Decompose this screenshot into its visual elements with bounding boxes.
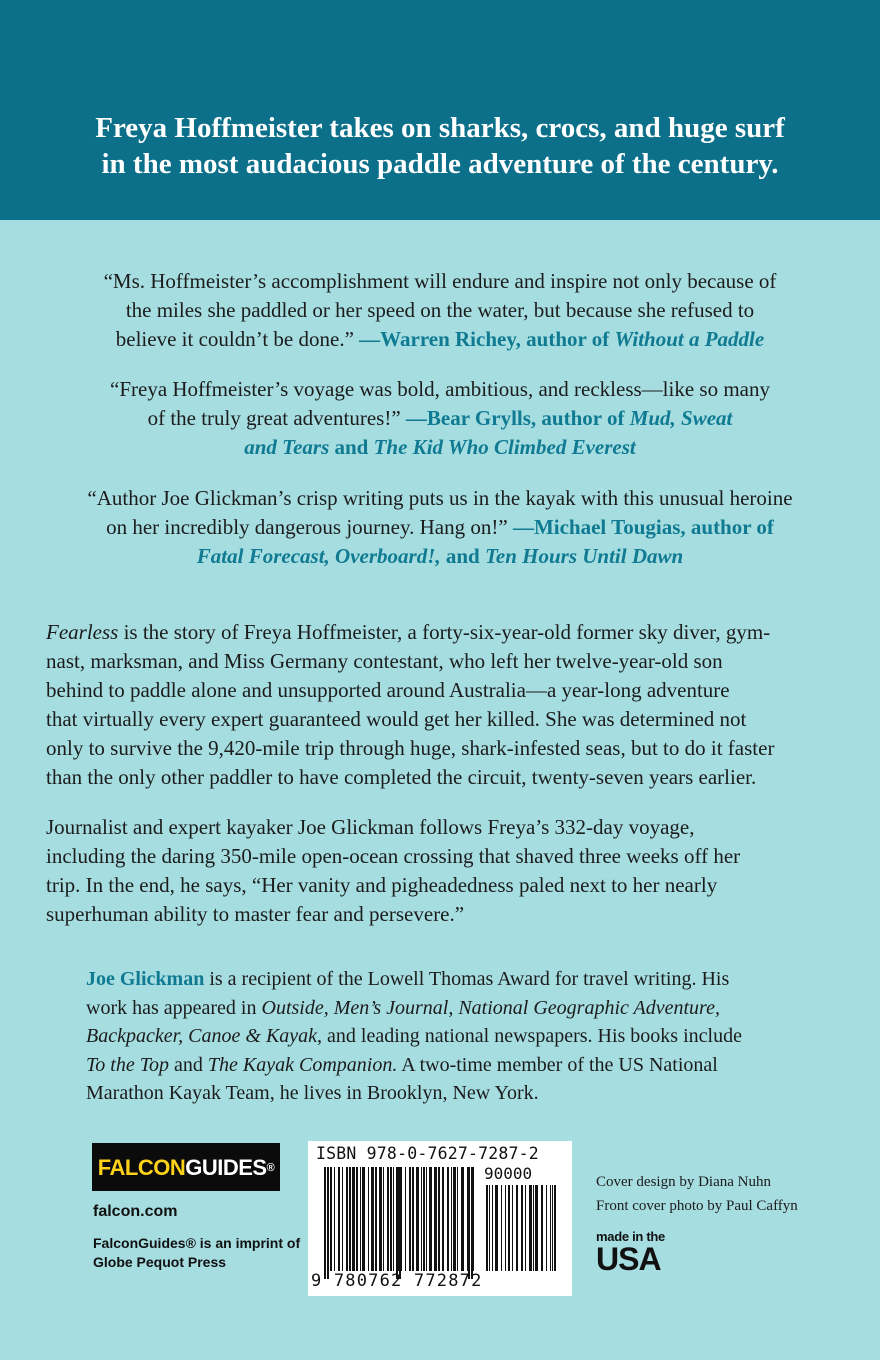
blurb-book-title: The Kid Who Climbed Everest [373,435,636,459]
barcode-bar [393,1167,394,1271]
barcode-bar [451,1167,452,1271]
bio-text: is a recipient of the Lowell Thomas Award for travel writing. His [209,968,730,990]
barcode-bar [412,1167,414,1271]
barcode-bar [334,1167,335,1271]
barcode-bar [554,1185,556,1271]
description-text: nast, marksman, and Miss Germany contestant, who left her twelve-year-old son [46,649,723,673]
price-addon-number: 90000 [484,1164,533,1183]
blurb-conjunction: and [334,435,369,459]
description-paragraph-2 [46,813,840,929]
barcode-bar [457,1167,458,1271]
logo-falcon-text: FALCON [97,1155,186,1180]
barcode-bar [338,1167,340,1271]
barcode-bar [371,1167,374,1271]
description-text: behind to paddle alone and unsupported around Australia—a year-long adventure [46,678,730,702]
bio-text: Marathon Kayak Team, he lives in Brooklyn, New York. [86,1082,539,1104]
falconguides-logo [92,1143,280,1191]
bio-book-title: The Kayak Companion. [207,1053,398,1076]
bio-text: work has appeared in [86,996,257,1019]
barcode-guard-bar [471,1167,473,1279]
barcode-bar [360,1167,361,1271]
barcode-guard-bar [396,1167,398,1279]
blurb-text: “Author Joe Glickman’s crisp writing puts us in the kayak with this unusual heroine [87,486,793,510]
barcode-bar [405,1167,406,1271]
barcode-bar [426,1167,427,1271]
made-in-text: made in the [596,1229,665,1244]
barcode-bar [429,1167,432,1271]
cover-photo-credit: Front cover photo by Paul Caffyn [596,1198,798,1214]
barcode-bar [342,1167,343,1271]
blurb-text: “Freya Hoffmeister’s voyage was bold, ambitious, and reckless—like so many [110,377,770,401]
description-text: trip. In the end, he says, “Her vanity and pigheadedness paled next to her nearly [46,873,718,897]
description-text: only to survive the 9,420-mile trip through huge, shark-infested seas, but to do it faster [46,736,775,760]
isbn-barcode [308,1141,572,1296]
made-in-usa-mark [596,1229,665,1277]
description-text: that virtually every expert guaranteed would get her killed. She was determined not [46,707,747,731]
description-text: Journalist and expert kayaker Joe Glickman follows Freya’s 332-day voyage, [46,815,695,839]
registered-mark: ® [266,1162,275,1174]
blurb-tougias [28,484,852,571]
barcode-bar [541,1185,543,1271]
blurb-text: believe it couldn’t be done.” [115,327,354,351]
logo-guides-text: GUIDES [185,1155,267,1180]
blurb-richey [40,267,840,354]
usa-text: USA [596,1241,661,1277]
barcode-bar [546,1185,547,1271]
bio-text: and [174,1053,203,1076]
barcode-bar [489,1185,490,1271]
barcode-guard-bar [324,1167,326,1279]
barcode-bar [416,1167,419,1271]
imprint-line: FalconGuides® is an imprint of [93,1235,301,1251]
barcode-bar [495,1185,498,1271]
barcode-bar [473,1167,474,1271]
barcode-bar [356,1167,358,1271]
blurb-attribution: —Bear Grylls, author of [405,406,625,430]
barcode-bar [375,1167,377,1271]
barcode-bar [346,1167,348,1271]
blurb-text: of the truly great adventures!” [147,406,401,430]
barcode-bar [501,1185,502,1271]
book-title: Fearless [46,620,119,644]
barcode-bar [492,1185,493,1271]
barcode-bar [529,1185,532,1271]
blurb-conjunction: and [445,544,480,568]
barcode-bar [368,1167,369,1271]
barcode-bar [486,1185,488,1271]
barcode-bar [330,1167,332,1271]
bio-text: and leading national newspapers. His books include [327,1025,742,1047]
barcode-bar [525,1185,526,1271]
barcode-bar [387,1167,389,1271]
barcode-guard-bar [327,1167,329,1279]
description-text: is the story of Freya Hoffmeister, a forty-six-year-old former sky diver, gym- [123,620,771,644]
blurb-book-title: Fatal Forecast, Overboard!, [196,544,441,568]
barcode-bar [461,1167,464,1271]
barcode-bar [434,1167,437,1271]
barcode-bar [390,1167,392,1271]
blurb-text: on her incredibly dangerous journey. Hang on!” [106,515,508,539]
barcode-bar [352,1167,355,1271]
barcode-digits: 9 780762 772872 [311,1271,483,1291]
publisher-url: falcon.com [93,1203,178,1220]
description-text: including the daring 350-mile open-ocean crossing that shaved three weeks off her [46,844,741,868]
imprint-line: Globe Pequot Press [93,1254,227,1270]
bio-publications: Backpacker, Canoe & Kayak, [86,1025,323,1047]
barcode-bar [447,1167,449,1271]
author-bio [86,965,802,1108]
blurb-text: “Ms. Hoffmeister’s accomplishment will endure and inspire not only because of [103,269,777,293]
blurb-grylls [40,375,840,462]
blurb-text: the miles she paddled or her speed on the water, but because she refused to [125,298,755,322]
barcode-guard-bar [399,1167,401,1279]
description-text: than the only other paddler to have completed the circuit, twenty-seven years earlier. [46,765,757,789]
author-name: Joe Glickman [86,968,205,990]
barcode-bar [521,1185,523,1271]
barcode-bar [409,1167,411,1271]
tagline [60,110,820,182]
barcode-bar [379,1167,382,1271]
barcode-bar [508,1185,510,1271]
barcode-bar [505,1185,506,1271]
barcode-bar [421,1167,422,1271]
blurb-book-title: Ten Hours Until Dawn [484,544,684,568]
barcode-bar [512,1185,513,1271]
blurb-book-title: and Tears [244,435,330,459]
isbn-text: ISBN 978-0-7627-7287-2 [316,1144,539,1163]
barcode-bar [383,1167,384,1271]
tagline-line-2: in the most audacious paddle adventure of the century. [101,148,779,180]
barcode-bar [442,1167,444,1271]
blurb-book-title: Without a Paddle [614,327,765,351]
barcode-bar [438,1167,440,1271]
barcode-bar [401,1167,402,1271]
bio-text: A two-time member of the US National [401,1053,718,1076]
barcode-bar [516,1185,518,1271]
bio-publications: Outside, Men’s Journal, National Geographic Adventure, [261,996,720,1019]
blurb-attribution: —Warren Richey, author of [359,327,610,351]
barcode-bar [362,1167,365,1271]
barcode-bar [552,1185,553,1271]
barcode-bar [533,1185,534,1271]
blurb-book-title: Mud, Sweat [629,406,733,430]
description-text: superhuman ability to master fear and persevere.” [46,902,465,926]
publisher-imprint [93,1234,300,1272]
header-band [0,0,880,220]
description-paragraph-1 [46,618,840,792]
cover-design-credit: Cover design by Diana Nuhn [596,1174,771,1190]
blurb-attribution: —Michael Tougias, author of [512,515,774,539]
barcode-bar [453,1167,456,1271]
cover-credits [596,1170,798,1218]
tagline-line-1: Freya Hoffmeister takes on sharks, crocs, and huge surf [95,112,785,144]
barcode-bar [550,1185,551,1271]
bio-book-title: To the Top [86,1053,170,1076]
barcode-bar [423,1167,425,1271]
barcode-guard-bar [468,1167,470,1279]
barcode-bar [535,1185,538,1271]
barcode-bar [349,1167,351,1271]
